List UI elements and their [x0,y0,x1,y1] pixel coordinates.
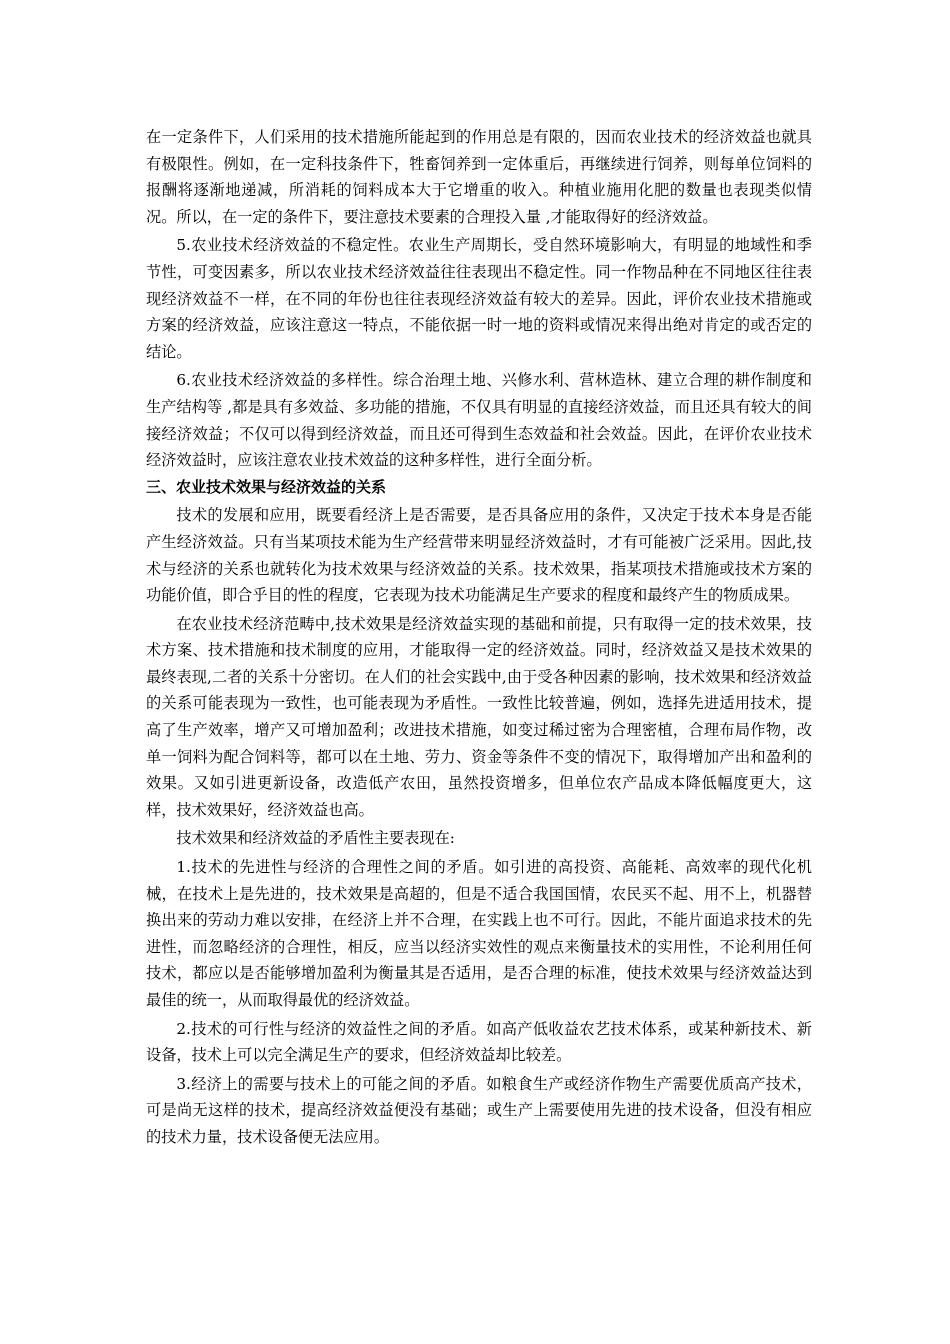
paragraph-instability: 5.农业技术经济效益的不稳定性。农业生产周期长，受自然环境影响大，有明显的地域性和季节性，可变因素多，所以农业技术经济效益往往表现出不稳定性。同一作物品种在不同地区往往表现经济效益不一样，在不同的年份也往往表现经济效益有较大的差异。因此，评价农业技术措施或方案的经济效益，应该注意这一特点，不能依据一时一地的资料或情况来得出绝对肯定的或否定的结论。 [146,236,812,361]
paragraph-contradiction-2: 2.技术的可行性与经济的效益性之间的矛盾。如高产低收益农艺技术体系，或某种新技术、新设备，技术上可以完全满足生产的要求，但经济效益却比较差。 [146,1019,812,1065]
paragraph-contradiction-3: 3.经济上的需要与技术上的可能之间的矛盾。如粮食生产或经济作物生产需要优质高产技术，可是尚无这样的技术，提高经济效益便没有基础；或生产上需要使用先进的技术设备，但没有相应的技术力量，技术设备便无法应用。 [146,1074,812,1146]
paragraph-tech-development: 技术的发展和应用，既要看经济上是否需要，是否具备应用的条件，又决定于技术本身是否能产生经济效益。只有当某项技术能为生产经营带来明显经济效益时，才有可能被广泛采用。因此,技术与经济的关系也就转化为技术效果与经济效益的关系。技术效果，指某项技术措施或技术方案的功能价值，即合乎目的性的程度，它表现为技术功能满足生产要求的程度和最终产生的物质成果。 [146,506,812,605]
paragraph-contradiction-1: 1.技术的先进性与经济的合理性之间的矛盾。如引进的高投资、高能耗、高效率的现代化机械，在技术上是先进的，技术效果是高超的，但是不适合我国国情，农民买不起、用不上，机器替换出来的劳动力难以安排，在经济上并不合理，在实践上也不可行。因此，不能片面追求技术的先进性，而忽略经济的合理性，相反，应当以经济实效性的观点来衡量技术的实用性，不论利用任何技术，都应以是否能够增加盈利为衡量其是否适用，是否合理的标准，使技术效果与经济效益达到最佳的统一，从而取得最优的经济效益。 [146,858,812,1009]
paragraph-contradiction-intro: 技术效果和经济效益的矛盾性主要表现在: [176,829,455,848]
paragraph-tech-effect-basis: 在农业技术经济范畴中,技术效果是经济效益实现的基础和前提，只有取得一定的技术效果，技术方案、技术措施和技术制度的应用，才能取得一定的经济效益。同时，经济效益又是技术效果的最终表现,二者的关系十分密切。在人们的社会实践中,由于受各种因素的影响，技术效果和经济效益的关系可能表现为一致性，也可能表现为矛盾性。一致性比较普遍，例如，选择先进适用技术，提高了生产效率，增产又可增加盈利；改进技术措施，如变过稀过密为合理密植，合理布局作物，改单一饲料为配合饲料等，都可以在土地、劳力、资金等条件不变的情况下，取得增加产出和盈利的效果。又如引进更新设备，改造低产农田，虽然投资增多，但单位农产品成本降低幅度更大，这样，技术效果好，经济效益也高。 [146,614,812,819]
section-heading: 三、农业技术效果与经济效益的关系 [146,477,387,496]
document-page [146,124,812,1151]
paragraph-diversity: 6.农业技术经济效益的多样性。综合治理土地、兴修水利、营林造林、建立合理的耕作制度和生产结构等 ,都是具有多效益、多功能的措施，不仅具有明显的直接经济效益，而且还具有较大的间接经济效益；不仅可以得到经济效益，而且还可得到生态效益和社会效益。因此，在评价农业技术经济效益时，应该注意农业技术效益的这种多样性，进行全面分析。 [146,371,812,470]
paragraph-efficiency-limit: 在一定条件下，人们采用的技术措施所能起到的作用总是有限的，因而农业技术的经济效益也就具有极限性。例如，在一定科技条件下，牲畜饲养到一定体重后，再继续进行饲养，则每单位饲料的报酬将逐渐地递减，所消耗的饲料成本大于它增重的收入。种植业施用化肥的数量也表现类似情况。所以，在一定的条件下，要注意技术要素的合理投入量 ,才能取得好的经济效益。 [146,128,812,226]
